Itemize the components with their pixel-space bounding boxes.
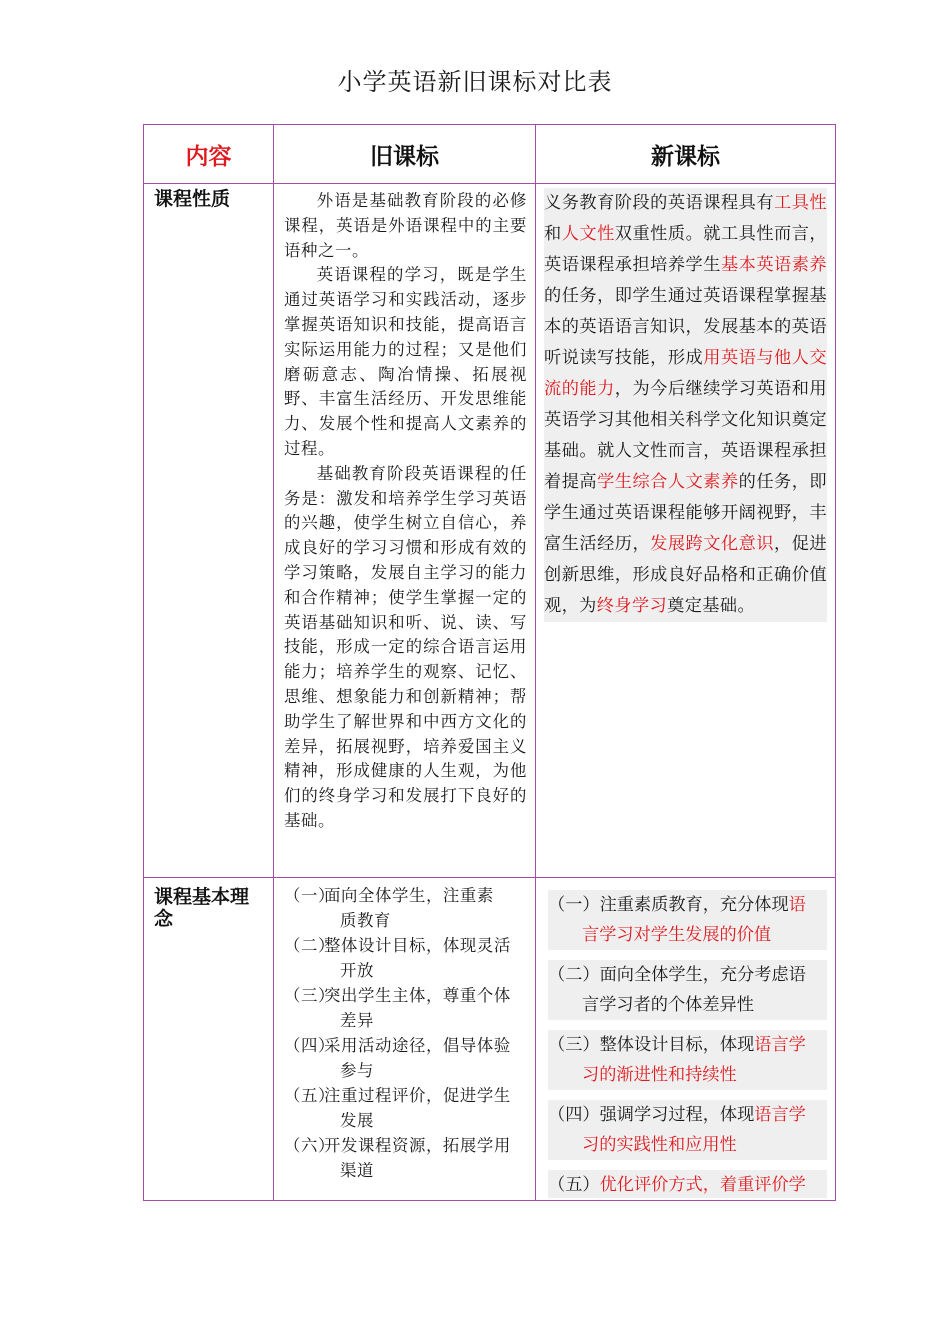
old-concepts-list (274, 878, 535, 1184)
row-label-course-nature: 课程性质 (144, 184, 274, 878)
nature-highlight: 发展跨文化意识 (650, 534, 775, 554)
nature-highlight: 终身学习 (596, 596, 668, 616)
header-content: 内容 (144, 125, 274, 184)
old-nature-paragraph: 英语课程的学习，既是学生通过英语学习和实践活动，逐步掌握英语知识和技能，提高语言实际运用能力的过程；又是他们磨砺意志、陶冶情操、拓展视野、丰富生活经历、开发思维能力、发展个性和提高人文素养的过程。 (284, 265, 527, 458)
old-course-nature (274, 184, 536, 878)
list-item: （三）突出学生主体，尊重个体 差异 (284, 985, 511, 1030)
list-item: （二）面向全体学生，充分考虑语 言学习者的个体差异性 (548, 960, 827, 1020)
header-new-standard: 新课标 (536, 125, 836, 184)
list-item: （二）整体设计目标，体现灵活 开放 (284, 935, 511, 980)
list-item: （一）面向全体学生，注重素 质教育 (284, 886, 494, 930)
new-concepts-list (542, 890, 827, 1198)
nature-highlight: 基本英语素养 (720, 255, 827, 275)
old-basic-concepts (274, 878, 536, 1201)
new-course-nature (536, 184, 836, 878)
list-item: （四）强调学习过程，体现语言学 习的实践性和应用性 (548, 1100, 827, 1160)
list-item: （四）采用活动途径，倡导体验 参与 (284, 1035, 511, 1080)
nature-highlight: 用英语与他人交流的能力 (544, 348, 827, 399)
table-row-course-nature (144, 184, 836, 878)
nature-text: 双重性质。就工具性而言，英语课程承担培养学生 (544, 224, 828, 275)
list-item: （六）开发课程资源，拓展学用 渠道 (284, 1135, 511, 1180)
table-header-row (144, 125, 836, 184)
list-item: （五）注重过程评价，促进学生 发展 (284, 1085, 511, 1130)
table-row-basic-concepts (144, 878, 836, 1201)
list-item: （一）注重素质教育，充分体现语 言学习对学生发展的价值 (548, 890, 827, 950)
nature-text: 的任务，即学生通过英语课程掌握基本的英语语言知识，发展基本的英语听说读写技能，形成 (544, 286, 827, 368)
row-label-basic-concepts: 课程基本理念 (144, 878, 274, 1201)
nature-text: ，为今后继续学习英语和用英语学习其他相关科学文化知识奠定基础。就人文性而言，英语课程承担着提高 (544, 379, 827, 492)
nature-text: 的任务，即学生通过英语课程能够开阔视野，丰富生活经历， (544, 472, 827, 554)
new-basic-concepts (536, 878, 836, 1201)
comparison-table (143, 124, 836, 1201)
list-item: （三）整体设计目标，体现语言学 习的渐进性和持续性 (548, 1030, 827, 1090)
nature-highlight: 工具性 (774, 193, 828, 213)
new-nature-text (544, 188, 827, 622)
nature-highlight: 人文性 (561, 224, 615, 244)
header-old-standard: 旧课标 (274, 125, 536, 184)
old-nature-paragraph: 外语是基础教育阶段的必修课程，英语是外语课程中的主要语种之一。 (284, 191, 527, 260)
page-title: 小学英语新旧课标对比表 (337, 68, 613, 96)
old-nature-paragraph: 基础教育阶段英语课程的任务是：激发和培养学生学习英语的兴趣，使学生树立自信心，养成良好的学习习惯和形成有效的学习策略，发展自主学习的能力和合作精神；使学生掌握一定的英语基础知识和听、说、读、写技能，形成一定的综合语言运用能力；培养学生的观察、记忆、思维、想象能力和创新精神；帮助学生了解世界和中西方文化的差异，拓展视野，培养爱国主义精神，形成健康的人生观，为他们的终身学习和发展打下良好的基础。 (284, 463, 527, 830)
nature-text: 义务教育阶段的英语课程具有 (544, 193, 775, 213)
nature-text: 和 (544, 224, 562, 244)
nature-text: 奠定基础。 (667, 596, 756, 616)
nature-highlight: 学生综合人文素养 (597, 472, 739, 492)
nature-text: ，促进创新思维，形成良好品格和正确价值观，为 (544, 534, 828, 616)
list-item: （五）优化评价方式，着重评价学 (548, 1170, 827, 1198)
